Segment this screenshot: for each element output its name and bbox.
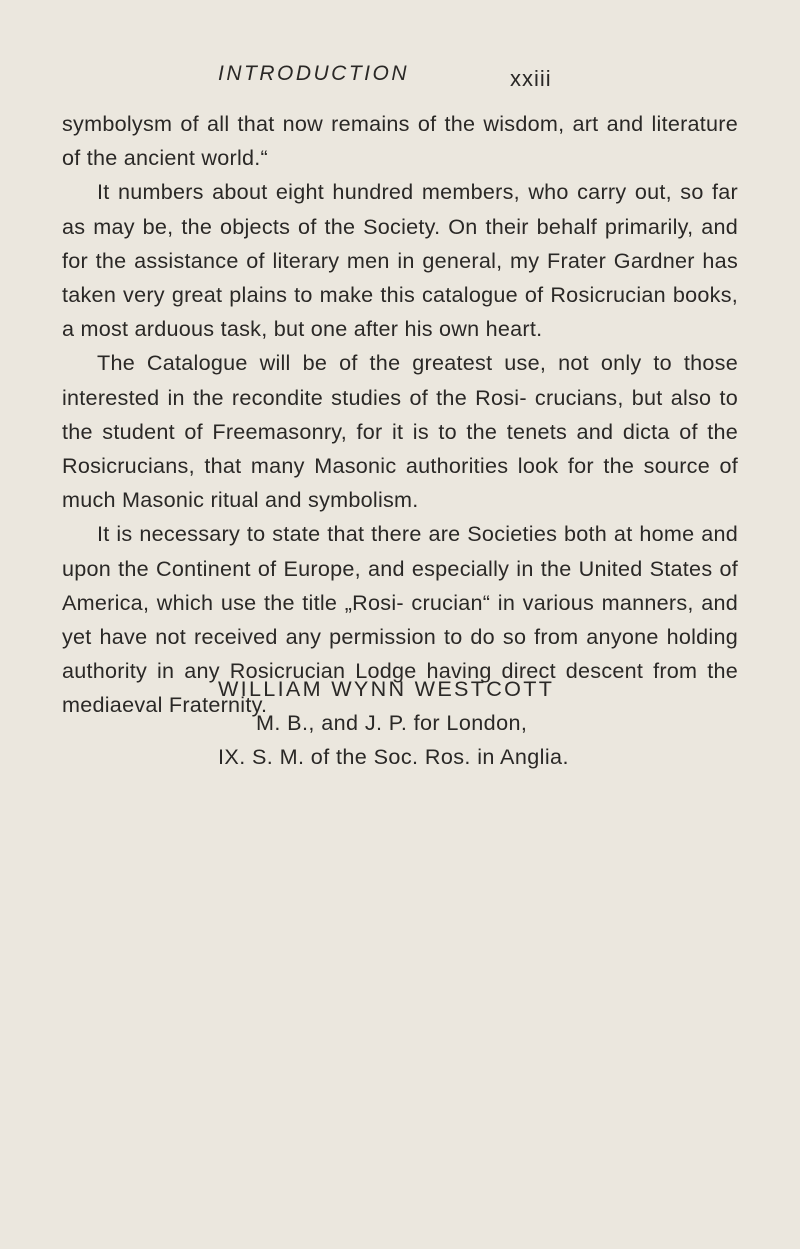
- signature-name: WILLIAM WYNN WESTCOTT: [218, 676, 555, 701]
- body-text: [62, 107, 738, 723]
- signature-credentials: M. B., and J. P. for London,: [256, 710, 528, 735]
- paragraph-1: symbolysm of all that now remains of the wisdom, art and literature of the ancient world.“: [62, 111, 738, 171]
- page-number: xxiii: [510, 66, 552, 91]
- paragraph-3: The Catalogue will be of the greatest use, not only to those interested in the recondite studies of the Rosi- crucians, but also to the student of Freemasonry, for it is to the tenets and dicta of the Rosicrucians, that many Masonic authorities look for the source of much Masonic ritual and symbolism.: [62, 350, 738, 513]
- signature-title: IX. S. M. of the Soc. Ros. in Anglia.: [218, 744, 569, 769]
- paragraph-2: It numbers about eight hundred members, who carry out, so far as may be, the objects of the Society. On their behalf primarily, and for the assistance of literary men in general, my Frater Gardner has taken very great plains to make this catalogue of Rosicrucian books, a most arduous task, but one after his own heart.: [62, 179, 738, 342]
- paragraph-4: It is necessary to state that there are Societies both at home and upon the Continent of Europe, and especially in the United States of America, which use the title „Rosi- crucian“ in various manners, and yet have not received any permission to do so from anyone holding authority in any Rosicrucian Lodge having direct descent from the mediaeval Fraternity.: [62, 521, 738, 718]
- running-title: INTRODUCTION: [218, 62, 409, 85]
